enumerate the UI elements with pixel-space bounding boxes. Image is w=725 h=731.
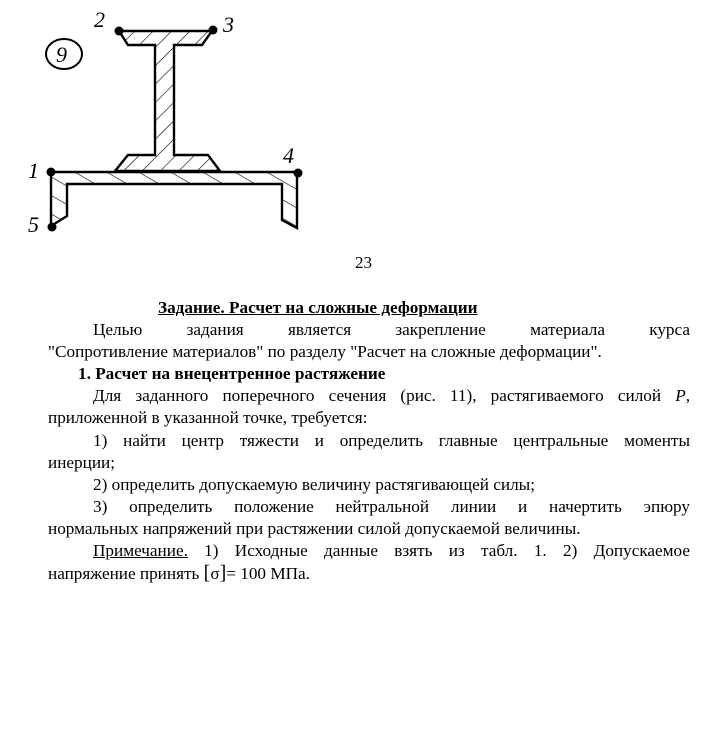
section-title: 1. Расчет на внецентренное растяжение bbox=[78, 364, 386, 384]
task-line-2: приложенной в указанной точке, требуется: bbox=[48, 408, 368, 428]
point-3-label: 3 bbox=[223, 12, 234, 37]
bracket-close: ] bbox=[219, 562, 227, 585]
item-1-line-2: инерции; bbox=[48, 452, 115, 472]
variant-badge bbox=[46, 39, 82, 69]
note-label: Примечание. bbox=[93, 541, 188, 561]
stress-value: = 100 МПа. bbox=[226, 564, 310, 584]
task-line-1 bbox=[48, 385, 690, 407]
page-number: 23 bbox=[355, 253, 372, 272]
note-text-2: напряжение принять bbox=[48, 564, 204, 584]
intro-line-1: Целью задания является закрепление материала курса bbox=[93, 320, 690, 340]
point-2-label: 2 bbox=[94, 7, 105, 32]
item-2: 2) определить допускаемую величину растягивающей силы; bbox=[93, 474, 535, 494]
cross-section-figure bbox=[0, 0, 320, 250]
bracket-open: [ bbox=[203, 562, 211, 585]
point-5-marker bbox=[48, 223, 57, 232]
point-2-marker bbox=[115, 27, 124, 36]
i-beam-profile bbox=[115, 31, 220, 171]
point-5-label: 5 bbox=[28, 212, 39, 237]
intro-line-2: "Сопротивление материалов" по разделу "Расчет на сложные деформации". bbox=[48, 342, 602, 362]
point-4-marker bbox=[294, 169, 303, 178]
task-text: Для заданного поперечного сечения (рис. 11), растягиваемого силой bbox=[93, 386, 676, 406]
item-3-line-2: нормальных напряжений при растяжении силой допускаемой величины. bbox=[48, 518, 581, 538]
item-1-line-1: 1) найти центр тяжести и определить главные центральные моменты bbox=[93, 430, 690, 450]
variant-number: 9 bbox=[56, 42, 67, 67]
sigma-symbol: σ bbox=[210, 564, 220, 584]
item-3-line-1: 3) определить положение нейтральной линии и начертить эпюру bbox=[93, 496, 690, 516]
note-line-2 bbox=[48, 562, 690, 585]
document-title: Задание. Расчет на сложные деформации bbox=[158, 298, 478, 317]
note-line-1 bbox=[48, 540, 690, 562]
channel-profile bbox=[51, 172, 297, 228]
point-1-label: 1 bbox=[28, 158, 39, 183]
force-symbol: P bbox=[675, 386, 686, 406]
task-comma: , bbox=[685, 386, 690, 406]
note-text: 1) Исходные данные взять из табл. 1. 2) Допускаемое bbox=[187, 541, 690, 561]
point-3-marker bbox=[209, 26, 218, 35]
point-4-label: 4 bbox=[283, 143, 294, 168]
document-body bbox=[48, 297, 690, 585]
point-1-marker bbox=[47, 168, 56, 177]
